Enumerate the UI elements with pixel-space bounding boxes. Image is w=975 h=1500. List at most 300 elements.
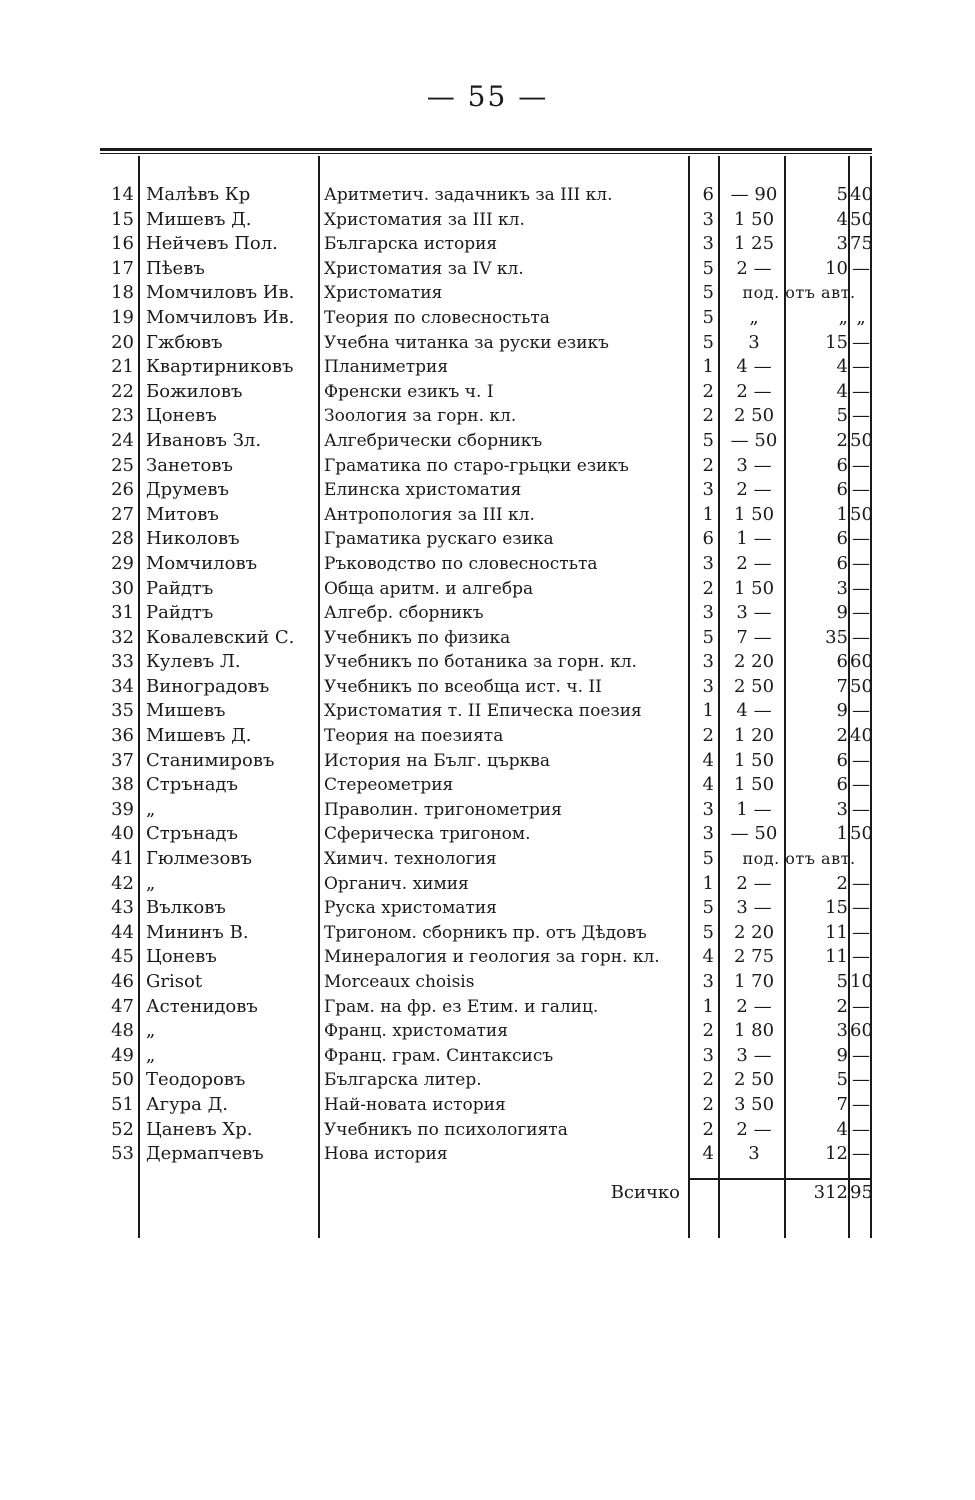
unit-price: 1 80: [733, 1020, 775, 1042]
unit-price: 1 20: [733, 725, 775, 747]
author-name: Квартирниковъ: [146, 356, 294, 378]
total-st: 40: [850, 184, 873, 205]
price-note: под. отъ авт.: [742, 283, 856, 303]
row-number: 19: [111, 306, 134, 328]
table-row: [100, 429, 872, 454]
quantity: 2: [702, 577, 714, 599]
table-row: [100, 798, 872, 823]
quantity: 5: [702, 282, 714, 304]
row-number: 33: [111, 651, 134, 673]
total-st: —: [852, 577, 870, 599]
quantity: 3: [702, 479, 714, 501]
table-row: [100, 847, 872, 872]
unit-price: 2 50: [733, 1069, 775, 1091]
total-lev: 6: [836, 454, 848, 476]
total-lev: 11: [825, 946, 848, 968]
book-title: Стереометрия: [324, 775, 454, 796]
row-number: 34: [111, 675, 134, 697]
book-title: Граматика по старо-грьцки езикъ: [324, 455, 629, 476]
author-name: Виноградовъ: [146, 675, 270, 697]
row-number: 24: [111, 429, 134, 451]
author-name: Момчиловъ Ив.: [146, 306, 295, 328]
quantity: 1: [702, 872, 714, 894]
author-name: Агура Д.: [146, 1093, 228, 1115]
unit-price: 2 —: [736, 1118, 772, 1140]
author-name: Занетовъ: [146, 454, 233, 476]
unit-price: 2 50: [733, 675, 775, 697]
author-name: Цаневъ Хр.: [146, 1118, 253, 1140]
author-name: Гюлмезовъ: [146, 848, 252, 870]
row-number: 41: [111, 848, 134, 870]
author-name: Николовъ: [146, 528, 240, 550]
total-st: —: [852, 946, 870, 968]
unit-price: 4 —: [736, 700, 772, 722]
book-title: Учебникъ по ботаника за горн. кл.: [324, 652, 637, 673]
row-number: 44: [111, 921, 134, 943]
quantity: 3: [702, 602, 714, 624]
quantity: 2: [702, 1093, 714, 1115]
total-label: Всичко: [610, 1182, 680, 1203]
total-lev: 6: [836, 528, 848, 550]
book-title: Тригоном. сборникъ пр. отъ Дѣдовъ: [324, 922, 647, 943]
book-title: Алгебрически сборникъ: [324, 430, 543, 451]
quantity: 6: [702, 528, 714, 550]
table-row: [100, 945, 872, 970]
total-st: —: [852, 552, 870, 574]
book-title: Франц. христоматия: [324, 1021, 508, 1042]
total-lev: 3: [836, 1020, 848, 1042]
total-st: 50: [850, 675, 873, 697]
quantity: 1: [702, 503, 714, 525]
author-name: Вълковъ: [146, 897, 226, 919]
quantity: 3: [702, 675, 714, 697]
total-st: —: [852, 454, 870, 476]
unit-price: 1 50: [733, 774, 775, 796]
total-lev: 3: [836, 233, 848, 255]
author-name: Теодоровъ: [146, 1069, 246, 1091]
total-st: „: [856, 306, 866, 328]
unit-price: 1 50: [733, 577, 775, 599]
unit-price: 1 50: [733, 208, 775, 230]
total-lev: 312: [813, 1182, 848, 1203]
unit-price: 7 —: [736, 626, 772, 648]
unit-price: 2 50: [733, 405, 775, 427]
table-row: [100, 970, 872, 995]
book-title: Morceaux choisis: [324, 972, 475, 992]
table-row: [100, 921, 872, 946]
book-title: Българска история: [324, 234, 498, 255]
unit-price: — 50: [730, 823, 778, 845]
row-number: 31: [111, 602, 134, 624]
total-st: —: [852, 380, 870, 402]
book-title: Зоология за горн. кл.: [324, 406, 517, 427]
total-st: —: [852, 1118, 870, 1140]
row-number: 43: [111, 897, 134, 919]
author-name: Пѣевъ: [146, 257, 205, 279]
row-number: 45: [111, 946, 134, 968]
quantity: 1: [702, 700, 714, 722]
book-title: Френски езикъ ч. I: [324, 381, 494, 402]
author-name: Малѣвъ Кр: [146, 184, 251, 205]
unit-price: 2 —: [736, 552, 772, 574]
total-lev: 7: [836, 675, 848, 697]
book-title: Учебна читанка за руски езикъ: [324, 332, 609, 353]
quantity: 2: [702, 380, 714, 402]
author-name: Стрънадъ: [146, 774, 238, 796]
total-lev: 1: [836, 503, 848, 525]
book-title: Теория на поезията: [324, 726, 504, 747]
quantity: 3: [702, 971, 714, 992]
table-row: [100, 478, 872, 503]
quantity: 2: [702, 1020, 714, 1042]
total-st: —: [852, 626, 870, 648]
total-st: —: [852, 528, 870, 550]
row-number: 38: [111, 774, 134, 796]
total-st: —: [852, 356, 870, 378]
quantity: 3: [702, 651, 714, 673]
unit-price: 1 25: [733, 233, 775, 255]
author-name: Ковалевский С.: [146, 626, 295, 648]
total-lev: 2: [836, 995, 848, 1017]
unit-price: 3 —: [736, 1044, 772, 1066]
table-row: [100, 232, 872, 257]
book-title: Най-новата история: [324, 1094, 506, 1115]
quantity: 1: [702, 995, 714, 1017]
unit-price: 1 —: [736, 528, 772, 550]
author-name: Астенидовъ: [146, 995, 258, 1017]
total-lev: 4: [836, 380, 848, 402]
unit-price: 3 —: [736, 454, 772, 476]
unit-price: 2 75: [733, 946, 775, 968]
row-number: 36: [111, 725, 134, 747]
row-number: 22: [111, 380, 134, 402]
table-row: [100, 601, 872, 626]
author-name: Митовъ: [146, 503, 219, 525]
author-name: Божиловъ: [146, 380, 243, 402]
total-lev: 10: [825, 257, 848, 279]
total-st: 75: [850, 233, 873, 255]
author-name: Момчиловъ: [146, 552, 258, 574]
book-title: Нова история: [324, 1144, 448, 1165]
total-st: 50: [850, 208, 873, 230]
total-st: —: [852, 774, 870, 796]
table-row: [100, 552, 872, 577]
total-lev: 4: [836, 1118, 848, 1140]
total-st: —: [852, 872, 870, 894]
quantity: 4: [702, 774, 714, 796]
book-title: Теория по словесностьта: [324, 307, 550, 328]
unit-price: 2 20: [733, 651, 775, 673]
total-st: —: [852, 1044, 870, 1066]
row-number: 27: [111, 503, 134, 525]
total-st: 60: [850, 1020, 873, 1042]
author-name: Гжбювъ: [146, 331, 223, 353]
total-st: 50: [850, 823, 873, 845]
total-st: —: [852, 1069, 870, 1091]
total-lev: 6: [836, 552, 848, 574]
table-row: [100, 1093, 872, 1118]
table-row: [100, 208, 872, 233]
table-top-rule: [100, 148, 872, 151]
row-number: 51: [111, 1093, 134, 1115]
quantity: 5: [702, 848, 714, 870]
row-number: 52: [111, 1118, 134, 1140]
author-name: Кулевъ Л.: [146, 651, 241, 673]
table-row: [100, 896, 872, 921]
table-row: [100, 257, 872, 282]
total-st: 40: [850, 725, 873, 747]
table-row: [100, 577, 872, 602]
table-row: [100, 527, 872, 552]
quantity: 3: [702, 1044, 714, 1066]
quantity: 4: [702, 1143, 714, 1165]
total-lev: 9: [836, 1044, 848, 1066]
table-row: [100, 454, 872, 479]
unit-price: 4 —: [736, 356, 772, 378]
author-name: Нейчевъ Пол.: [146, 233, 278, 255]
total-st: —: [852, 995, 870, 1017]
total-st: —: [852, 331, 870, 353]
total-lev: 15: [825, 331, 848, 353]
table-row: [100, 699, 872, 724]
unit-price: 2 —: [736, 257, 772, 279]
total-st: —: [852, 1143, 870, 1165]
total-lev: 5: [836, 971, 848, 992]
book-title: Минералогия и геология за горн. кл.: [324, 947, 660, 968]
book-title: Учебникъ по всеобща ист. ч. II: [324, 676, 602, 697]
book-title: Христоматия т. II Епическа поезия: [324, 701, 642, 722]
unit-price: 3 50: [733, 1093, 775, 1115]
total-lev: 1: [836, 823, 848, 845]
row-number: 50: [111, 1069, 134, 1091]
author-name: Момчиловъ Ив.: [146, 282, 295, 304]
book-title: Франц. грам. Синтаксисъ: [324, 1045, 554, 1066]
quantity: 1: [702, 356, 714, 378]
total-st: —: [852, 405, 870, 427]
row-number: 42: [111, 872, 134, 894]
book-title: Сферическа тригоном.: [324, 824, 531, 845]
author-name: Райдтъ: [146, 577, 214, 599]
total-lev: 15: [825, 897, 848, 919]
table-row: [100, 503, 872, 528]
book-title: Христоматия: [324, 283, 443, 304]
total-st: 50: [850, 503, 873, 525]
table-row: [100, 724, 872, 749]
row-number: 46: [111, 971, 134, 992]
book-title: Учебникъ по психологията: [324, 1119, 568, 1140]
row-number: 23: [111, 405, 134, 427]
author-name: Цоневъ: [146, 405, 217, 427]
quantity: 5: [702, 921, 714, 943]
total-lev: 7: [836, 1093, 848, 1115]
author-name: Райдтъ: [146, 602, 214, 624]
author-name: Дермапчевъ: [146, 1143, 264, 1165]
quantity: 2: [702, 405, 714, 427]
author-name: Мишевъ: [146, 700, 226, 722]
book-title: Българска литер.: [324, 1070, 482, 1091]
unit-price: 1 70: [733, 971, 775, 992]
book-title: Обща аритм. и алгебра: [324, 578, 534, 599]
total-lev: 5: [836, 405, 848, 427]
total-st: 95: [850, 1182, 873, 1203]
unit-price: 2 —: [736, 995, 772, 1017]
quantity: 5: [702, 429, 714, 451]
total-lev: 4: [836, 208, 848, 230]
total-st: —: [852, 700, 870, 722]
row-number: 29: [111, 552, 134, 574]
table-top-rule-thin: [100, 153, 872, 154]
author-name: Grisot: [146, 971, 203, 992]
author-name: Цоневъ: [146, 946, 217, 968]
total-lev: 2: [836, 429, 848, 451]
table-row: [100, 1068, 872, 1093]
total-st: 10: [850, 971, 873, 992]
row-number: 28: [111, 528, 134, 550]
table-row: [100, 872, 872, 897]
row-number: 30: [111, 577, 134, 599]
total-lev: 6: [836, 774, 848, 796]
table-row: [100, 404, 872, 429]
book-title: Химич. технология: [324, 849, 497, 870]
book-title: Грам. на фр. ез Етим. и галиц.: [324, 996, 599, 1017]
row-number: 48: [111, 1020, 134, 1042]
table-row: [100, 380, 872, 405]
unit-price: 3 —: [736, 897, 772, 919]
total-st: 60: [850, 651, 873, 673]
unit-price: 2 —: [736, 479, 772, 501]
book-title: Ръководство по словесностьта: [324, 553, 598, 574]
unit-price: 3 —: [736, 602, 772, 624]
unit-price: 1 50: [733, 749, 775, 771]
quantity: 3: [702, 208, 714, 230]
row-number: 14: [111, 184, 134, 205]
author-name: Мининъ В.: [146, 921, 249, 943]
table-row: [100, 650, 872, 675]
book-title: Планиметрия: [324, 357, 449, 378]
total-st: —: [852, 479, 870, 501]
total-st: —: [852, 921, 870, 943]
row-number: 15: [111, 208, 134, 230]
total-st: 50: [850, 429, 873, 451]
quantity: 3: [702, 823, 714, 845]
author-name: „: [146, 798, 156, 820]
table-row: [100, 183, 872, 208]
total-st: —: [852, 798, 870, 820]
row-number: 26: [111, 479, 134, 501]
quantity: 2: [702, 1069, 714, 1091]
table-row: [100, 822, 872, 847]
table-row: [100, 306, 872, 331]
row-number: 47: [111, 995, 134, 1017]
row-number: 21: [111, 356, 134, 378]
unit-price: 1 50: [733, 503, 775, 525]
total-st: —: [852, 1093, 870, 1115]
table-row: [100, 675, 872, 700]
table-row: [100, 749, 872, 774]
quantity: 4: [702, 749, 714, 771]
total-st: —: [852, 257, 870, 279]
row-number: 16: [111, 233, 134, 255]
row-number: 35: [111, 700, 134, 722]
total-lev: „: [838, 306, 848, 328]
unit-price: 3: [748, 331, 760, 353]
table-body: [100, 183, 872, 1167]
quantity: 2: [702, 725, 714, 747]
quantity: 3: [702, 798, 714, 820]
total-lev: 3: [836, 798, 848, 820]
row-number: 18: [111, 282, 134, 304]
total-st: —: [852, 749, 870, 771]
total-lev: 2: [836, 725, 848, 747]
author-name: „: [146, 872, 156, 894]
unit-price: 2 —: [736, 872, 772, 894]
total-lev: 2: [836, 872, 848, 894]
total-lev: 6: [836, 749, 848, 771]
quantity: 5: [702, 257, 714, 279]
book-title: Христоматия за III кл.: [324, 209, 525, 230]
row-number: 32: [111, 626, 134, 648]
total-rule: [688, 1178, 872, 1180]
unit-price: „: [749, 306, 759, 328]
book-list-table: [100, 148, 872, 1238]
row-number: 39: [111, 798, 134, 820]
book-title: Христоматия за IV кл.: [324, 258, 524, 279]
table-row: [100, 773, 872, 798]
table-row: [100, 331, 872, 356]
quantity: 2: [702, 454, 714, 476]
author-name: Стрънадъ: [146, 823, 238, 845]
book-title: История на Бълг. църква: [324, 750, 550, 771]
quantity: 4: [702, 946, 714, 968]
table-row: [100, 1142, 872, 1167]
book-title: Антропология за III кл.: [324, 504, 535, 525]
quantity: 3: [702, 552, 714, 574]
book-title: Руска христоматия: [324, 898, 497, 919]
table-row: [100, 1118, 872, 1143]
book-title: Елинска христоматия: [324, 480, 522, 501]
total-lev: 6: [836, 651, 848, 673]
unit-price: — 90: [730, 184, 778, 205]
book-title: Органич. химия: [324, 873, 469, 894]
quantity: 5: [702, 897, 714, 919]
total-lev: 35: [825, 626, 848, 648]
book-title: Граматика рускаго езика: [324, 529, 554, 550]
author-name: Ивановъ Зл.: [146, 429, 262, 451]
book-title: Учебникъ по физика: [324, 627, 511, 648]
total-lev: 9: [836, 602, 848, 624]
price-note: под. отъ авт.: [742, 849, 856, 869]
author-name: Мишевъ Д.: [146, 725, 252, 747]
total-lev: 4: [836, 356, 848, 378]
total-lev: 12: [825, 1143, 848, 1165]
table-row: [100, 355, 872, 380]
book-title: Аритметич. задачникъ за III кл.: [324, 185, 613, 205]
unit-price: 3: [748, 1143, 760, 1165]
book-title: Алгебр. сборникъ: [324, 603, 484, 624]
unit-price: 2 —: [736, 380, 772, 402]
author-name: „: [146, 1020, 156, 1042]
author-name: Мишевъ Д.: [146, 208, 252, 230]
total-lev: 6: [836, 479, 848, 501]
table-row: [100, 1019, 872, 1044]
page-number: — 55 —: [426, 80, 549, 113]
total-lev: 11: [825, 921, 848, 943]
row-number: 37: [111, 749, 134, 771]
unit-price: — 50: [730, 429, 778, 451]
table-row: [100, 1044, 872, 1069]
row-number: 17: [111, 257, 134, 279]
total-st: —: [852, 897, 870, 919]
